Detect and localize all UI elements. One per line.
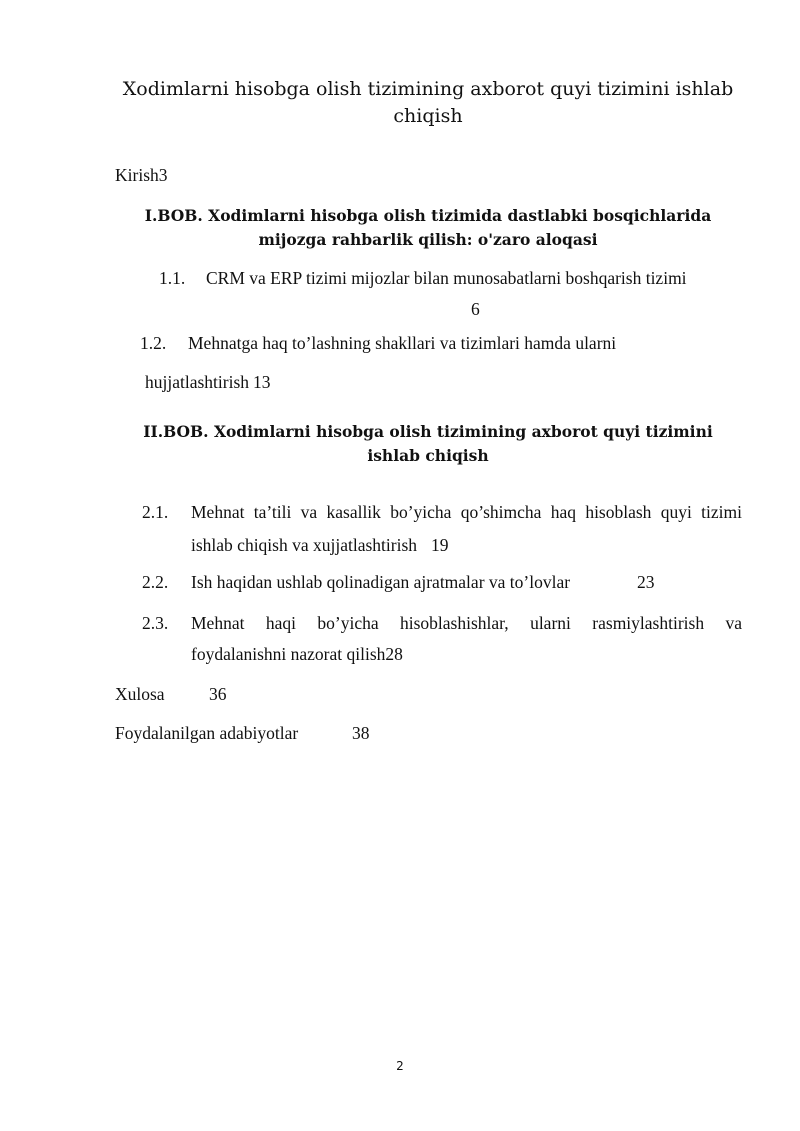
toc-item-text: hujjatlashtirish: [145, 372, 250, 392]
toc-entry-intro: [115, 165, 168, 186]
toc-item-number: 2.2.: [142, 572, 169, 592]
toc-item-number: 1.1.: [159, 268, 186, 288]
toc-item-number: 1.2.: [140, 333, 167, 353]
toc-item-number: 2.3.: [142, 613, 169, 633]
page-number: 2: [396, 1059, 404, 1073]
toc-item-text: foydalanishni nazorat qilish: [191, 644, 386, 664]
document-title: Xodimlarni hisobga olish tizimining axborot quyi tizimini ishlab chiqish: [122, 78, 734, 127]
toc-item-page: 6: [471, 299, 480, 319]
toc-item-text: CRM va ERP tizimi mijozlar bilan munosabatlarni boshqarish tizimi: [206, 268, 687, 288]
toc-item-text: Mehnatga haq to’lashning shakllari va tizimlari hamda ularni: [188, 333, 617, 353]
toc-item-text-continued: [145, 372, 271, 393]
toc-item-text-continued: [191, 535, 449, 556]
toc-entry-references-label: Foydalanilgan adabiyotlar: [115, 723, 299, 743]
toc-entry-page: 36: [209, 684, 227, 704]
toc-item-text: Ish haqidan ushlab qolinadigan ajratmalar va to’lovlar: [191, 572, 571, 592]
toc-item-text: Mehnat haqi bo’yicha hisoblashishlar, ularni rasmiylashtirish va: [191, 613, 742, 633]
chapter-1-heading: I.BOB. Xodimlarni hisobga olish tizimida dastlabki bosqichlarida mijozga rahbarlik qilish: o'zaro aloqasi: [144, 206, 712, 249]
toc-entry-label: Kirish: [115, 165, 159, 185]
toc-item-text-continued: [191, 644, 403, 665]
toc-item-text: Mehnat ta’tili va kasallik bo’yicha qo’shimcha haq hisoblash quyi tizimi: [191, 502, 742, 522]
toc-entry-conclusion-label: Xulosa: [115, 684, 165, 704]
chapter-2-heading: II.BOB. Xodimlarni hisobga olish tizimining axborot quyi tizimini ishlab chiqish: [143, 422, 713, 465]
toc-entry-page: 38: [352, 723, 370, 743]
toc-item-page: 13: [253, 372, 271, 392]
toc-item-page: 28: [385, 644, 403, 664]
toc-item-number: 2.1.: [142, 502, 169, 522]
toc-item-page: 23: [637, 572, 655, 592]
toc-item-text: ishlab chiqish va xujjatlashtirish: [191, 535, 418, 555]
toc-entry-page: 3: [158, 165, 168, 185]
toc-item-page: 19: [431, 535, 449, 555]
